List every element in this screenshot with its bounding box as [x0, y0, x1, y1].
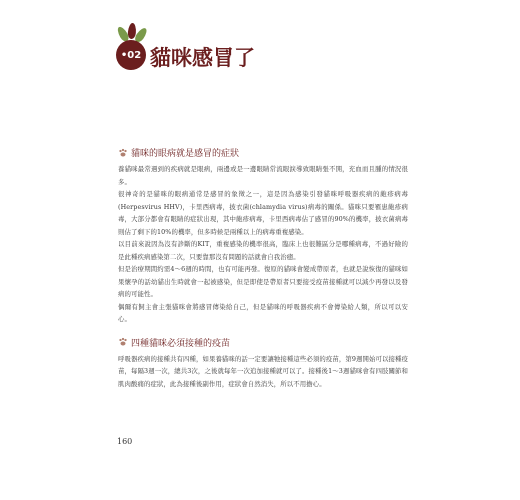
paragraph: 很神奇的是貓咪的眼病通常是感冒的象徵之一，這是因為感染引發貓咪呼吸器疾病的皰疹病毒(Herpesvirus HHV)，卡里西病毒，披衣菌(chlamydia virus)病毒的關係。貓咪只要罹患皰疹病毒，大部分都會有眼睛的症狀出現，其中皰疹病毒，卡里西病毒佔了感冒的90%的機率，披衣菌病毒則佔了剩下的10%的機率，但多時候是兩種以上的病毒重複感染。: [118, 190, 408, 236]
section-heading: [118, 146, 408, 159]
chapter-title: 貓咪感冒了: [150, 46, 255, 70]
section-heading: [118, 336, 408, 349]
paragraph: 養貓咪最常遇到的疾病就是眼病，兩邊或是一邊眼睛常流眼淚導致眼睛張不開，充血而且腫的情況很多。: [118, 165, 408, 186]
section-heading-text: 四種貓咪必須接種的疫苗: [131, 338, 231, 349]
chapter-number: • 02: [116, 40, 146, 70]
page-body: [118, 146, 408, 390]
paw-icon: [118, 337, 128, 347]
paw-icon: [118, 148, 128, 158]
section-heading-text: 貓咪的眼病就是感冒的症狀: [131, 149, 240, 159]
paragraph: 以目前來說因為沒有診斷的KIT，重複感染的機率很高，臨床上也很難區分是哪種病毒，不過好險的是此種疾病感染第二次，只要靠那沒有問題的話就會自我治癒。: [118, 240, 408, 261]
page-number: 160: [117, 437, 133, 446]
paragraph: 但是治療期間約需4～6週的時間，也有可能再發。復原的貓咪會變成帶原者，也就是說恢復的貓咪如果懷孕的話幼貓出生時就會一起被感染，但是即使是帶原者只要接受疫苗接種就可以減少再發以及發病的可能性。: [118, 265, 408, 298]
chapter-badge: [110, 26, 154, 76]
paragraph: 偶爾有飼主會主張貓咪會將感冒傳染給自己，但是貓咪的呼吸器疾病不會傳染給人類，所以可以安心。: [118, 302, 408, 323]
paragraph: 呼吸器疾病的接種共有四種，如果養貓咪的話一定要讓牠接種這些必須的疫苗，第9週開始可以接種疫苗，每隔3週一次，總共3次，之後就每年一次追加接種就可以了。接種後1～3週貓咪會有四肢關節和肌肉酸痛的症狀，此為接種後副作用，症狀會自然消失，所以不用擔心。: [118, 354, 408, 388]
